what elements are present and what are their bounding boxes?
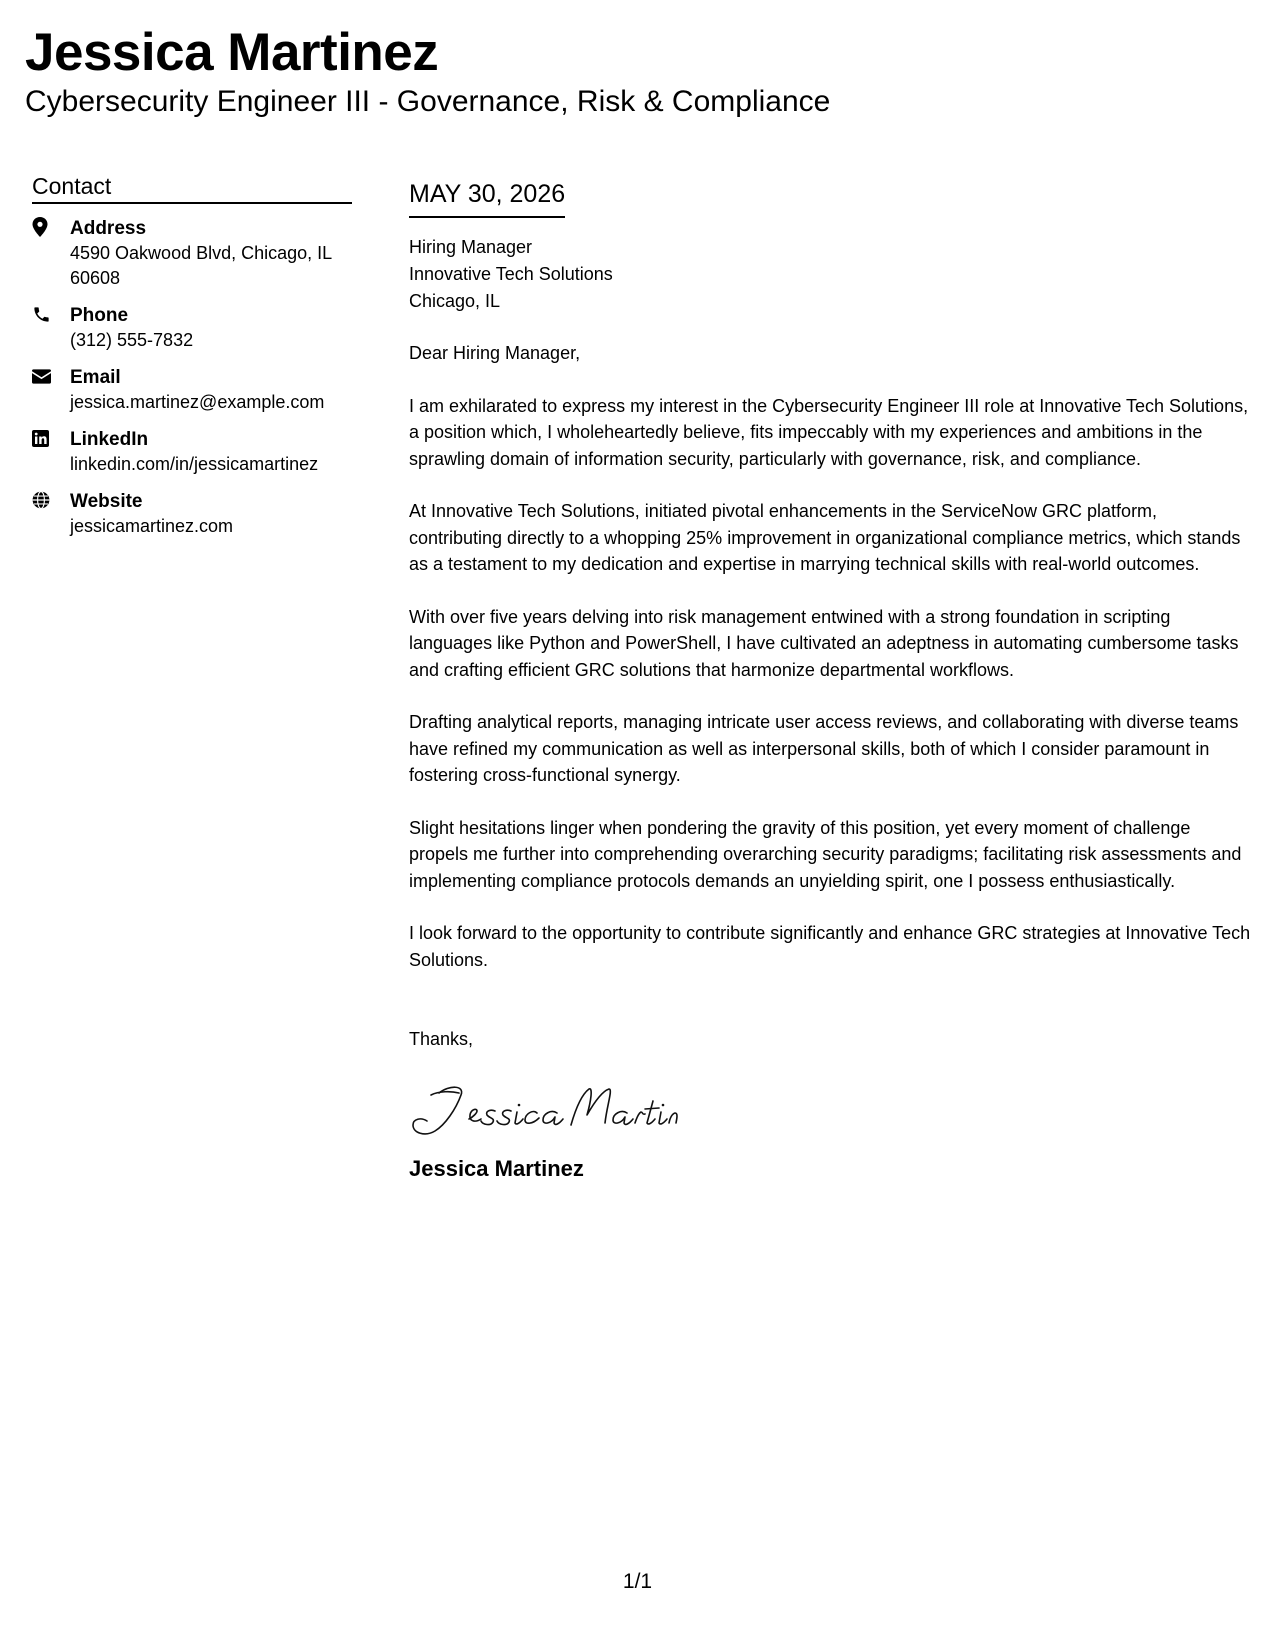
contact-heading: Contact bbox=[32, 172, 352, 204]
email-value: jessica.martinez@example.com bbox=[70, 392, 325, 412]
recipient-name: Hiring Manager bbox=[409, 237, 533, 257]
phone-value: (312) 555-7832 bbox=[70, 330, 194, 350]
globe-icon bbox=[32, 489, 70, 511]
handwritten-signature bbox=[409, 1081, 1254, 1139]
address-label: Address bbox=[70, 218, 147, 239]
linkedin-icon bbox=[32, 427, 70, 449]
letter-paragraph: Slight hesitations linger when pondering the gravity of this position, yet every moment of challenge propels me further into comprehending overarching security paradigms; facilitating risk assessments and implementing compliance protocols demands an unyielding spirit, one I possess enthusiastically. bbox=[409, 817, 1242, 891]
letter-body bbox=[409, 178, 1254, 1183]
linkedin-label: LinkedIn bbox=[70, 429, 149, 450]
contact-item-phone bbox=[32, 303, 352, 353]
location-pin-icon bbox=[32, 216, 70, 238]
salutation: Dear Hiring Manager, bbox=[409, 343, 581, 363]
recipient-company: Innovative Tech Solutions bbox=[409, 264, 613, 284]
letter-paragraph: I look forward to the opportunity to contribute significantly and enhance GRC strategies at Innovative Tech Solutions. bbox=[409, 923, 1251, 970]
linkedin-value: linkedin.com/in/jessicamartinez bbox=[70, 454, 319, 474]
contact-item-website bbox=[32, 489, 352, 539]
letter-content bbox=[409, 340, 1254, 1053]
letter-paragraph: Drafting analytical reports, managing intricate user access reviews, and collaborating with diverse teams have refined my communication as well as interpersonal skills, both of which I consider paramount in fostering cross-functional synergy. bbox=[409, 712, 1239, 785]
website-value: jessicamartinez.com bbox=[70, 516, 234, 536]
website-label: Website bbox=[70, 491, 143, 512]
letter-paragraph: I am exhilarated to express my interest in the Cybersecurity Engineer III role at Innovative Tech Solutions, a position which, I wholeheartedly believe, fits impeccably with my experiences and ambitions in the sprawling domain of information security, particularly with governance, risk, and compliance. bbox=[409, 395, 1249, 469]
contact-sidebar bbox=[32, 172, 352, 551]
letter-date: MAY 30, 2026 bbox=[409, 178, 565, 218]
letter-paragraph: At Innovative Tech Solutions, initiated pivotal enhancements in the ServiceNow GRC platform, contributing directly to a whopping 25% improvement in organizational compliance metrics, which stands as a testament to my dedication and expertise in marrying technical skills with real-world outcomes. bbox=[409, 501, 1241, 574]
address-value: 4590 Oakwood Blvd, Chicago, IL 60608 bbox=[70, 243, 332, 288]
applicant-title: Cybersecurity Engineer III - Governance, Risk & Compliance bbox=[25, 85, 831, 118]
recipient-block bbox=[409, 234, 1254, 315]
letter-paragraph: With over five years delving into risk management entwined with a strong foundation in scripting languages like Python and PowerShell, I have cultivated an adeptness in automating cumbersome tasks and crafting efficient GRC solutions that harmonize departmental workflows. bbox=[409, 606, 1239, 680]
page-number: 1/1 bbox=[622, 1570, 653, 1593]
contact-item-linkedin bbox=[32, 427, 352, 477]
contact-item-address bbox=[32, 216, 352, 291]
envelope-icon bbox=[32, 365, 70, 387]
resume-header bbox=[25, 22, 1225, 120]
applicant-name: Jessica Martinez bbox=[25, 23, 439, 82]
contact-item-email bbox=[32, 365, 352, 415]
recipient-location: Chicago, IL bbox=[409, 291, 501, 311]
email-label: Email bbox=[70, 367, 121, 388]
phone-icon bbox=[32, 303, 70, 325]
sender-name: Jessica Martinez bbox=[409, 1155, 584, 1181]
phone-label: Phone bbox=[70, 305, 129, 326]
closing: Thanks, bbox=[409, 1029, 474, 1049]
